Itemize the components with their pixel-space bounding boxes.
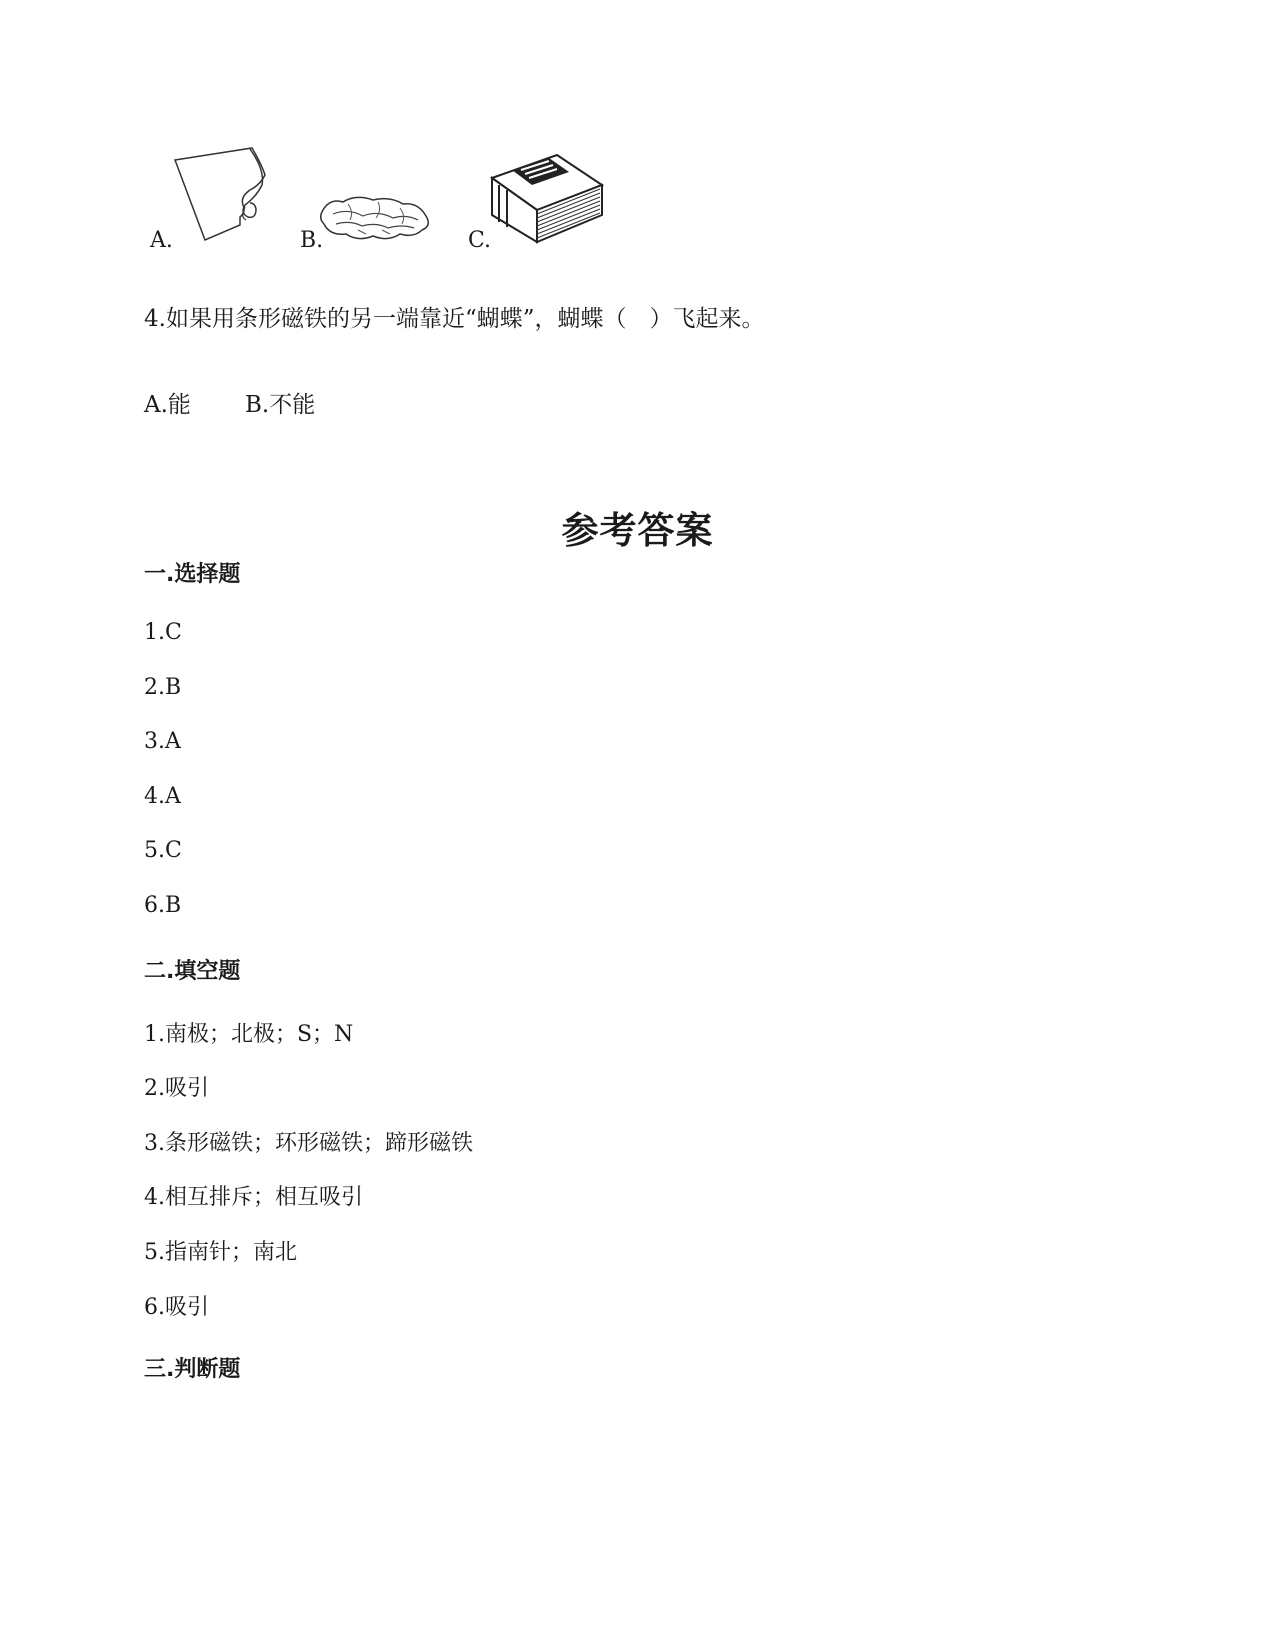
answer-key-title: 参考答案 — [561, 509, 714, 552]
section-heading-fill: 二.填空题 — [144, 959, 241, 984]
paper-sheet-icon — [170, 145, 280, 245]
answer-item: 6.吸引 — [144, 1295, 209, 1320]
answer-item: 5.指南针；南北 — [144, 1240, 297, 1265]
answer-item: 1.南极；北极；S；N — [144, 1022, 354, 1047]
answer-item: 6.B — [144, 893, 182, 918]
answer-item: 3.A — [144, 729, 181, 754]
answer-item: 1.C — [144, 620, 182, 645]
option-a-label: A. — [150, 228, 173, 253]
question-4-option-b: B.不能 — [245, 392, 316, 418]
answer-item: 2.吸引 — [144, 1076, 209, 1101]
crumpled-cloth-icon — [318, 190, 433, 250]
section-heading-choice: 一.选择题 — [144, 562, 241, 587]
answer-item: 4.A — [144, 784, 181, 809]
option-b-label: B. — [300, 228, 324, 253]
option-c-label: C. — [468, 228, 492, 253]
dictionary-book-icon — [487, 150, 607, 245]
answer-item: 2.B — [144, 675, 182, 700]
answer-item: 4.相互排斥；相互吸引 — [144, 1185, 363, 1210]
question-4-text: 4.如果用条形磁铁的另一端靠近“蝴蝶”，蝴蝶（ ）飞起来。 — [144, 306, 765, 332]
section-heading-judge: 三.判断题 — [144, 1357, 241, 1382]
answer-item: 3.条形磁铁；环形磁铁；蹄形磁铁 — [144, 1131, 473, 1156]
answer-item: 5.C — [144, 838, 182, 863]
question-4-option-a: A.能 — [144, 392, 191, 418]
